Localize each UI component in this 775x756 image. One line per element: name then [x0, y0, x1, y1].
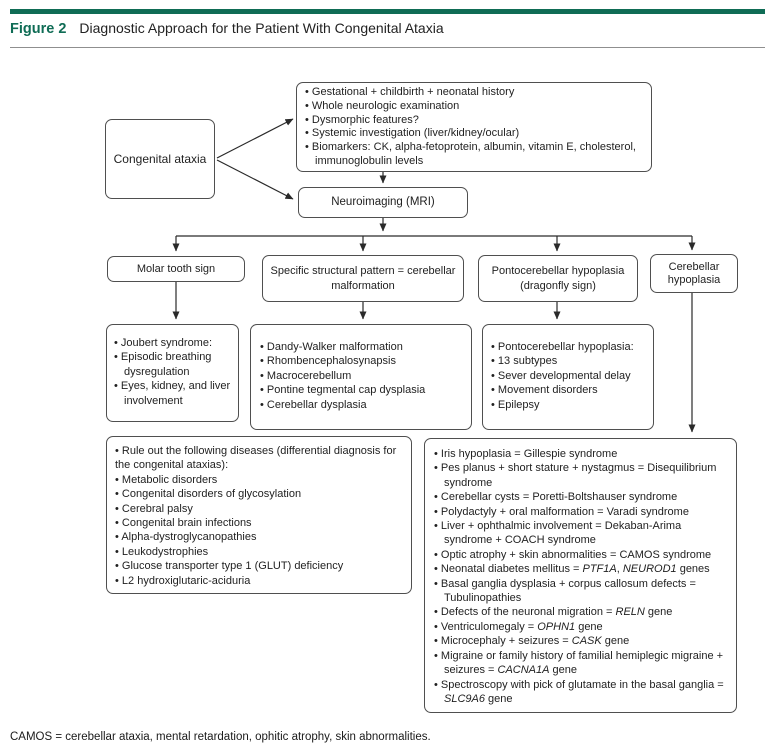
ponto-sign-box: Pontocerebellar hypoplasia (dragonfly sign): [478, 255, 638, 302]
list-item: • Whole neurologic examination: [305, 100, 643, 114]
list-item: • Spectroscopy with pick of glutamate in the basal ganglia = SLC9A6 gene: [434, 678, 727, 707]
list-item: • Macrocerebellum: [260, 369, 462, 383]
list-item: • Rhombencephalosynapsis: [260, 354, 462, 368]
figure-top-rule: [10, 9, 765, 14]
molar-tooth-sign-box: Molar tooth sign: [107, 256, 245, 282]
list-item: • Gestational + childbirth + neonatal history: [305, 86, 643, 100]
list-item: • Liver + ophthalmic involvement = Dekaban-Arima syndrome + COACH syndrome: [434, 519, 727, 548]
list-item: • Cerebellar dysplasia: [260, 398, 462, 412]
list-item: • L2 hydroxiglutaric-aciduria: [115, 574, 403, 588]
list-item: • Pontine tegmental cap dysplasia: [260, 383, 462, 397]
box-title: • Pontocerebellar hypoplasia:: [491, 340, 645, 354]
list-item: • Microcephaly + seizures = CASK gene: [434, 634, 727, 648]
rule-out-box: [106, 436, 412, 594]
list-item: • Migraine or family history of familial hemiplegic migraine + seizures = CACNA1A gene: [434, 649, 727, 678]
malformations-box: [250, 324, 472, 430]
workup-box: [296, 82, 652, 172]
genes-box: [424, 438, 737, 713]
list-item: • Sever developmental delay: [491, 369, 645, 383]
box-title: • Rule out the following diseases (differential diagnosis for the congenital ataxias):: [115, 444, 403, 473]
list-item: • Cerebellar cysts = Poretti-Boltshauser syndrome: [434, 490, 727, 504]
list-item: • Polydactyly + oral malformation = Varadi syndrome: [434, 505, 727, 519]
figure-title-row: [10, 20, 444, 37]
list-item: • Basal ganglia dysplasia + corpus callosum defects = Tubulinopathies: [434, 577, 727, 606]
figure-label: Figure 2: [10, 21, 67, 37]
list-item: • Epilepsy: [491, 398, 645, 412]
list-item: • Systemic investigation (liver/kidney/ocular): [305, 127, 643, 141]
list-item: • Neonatal diabetes mellitus = PTF1A, NEUROD1 genes: [434, 562, 727, 576]
list-item: • Metabolic disorders: [115, 473, 403, 487]
arrow-congenital-to-workup: [217, 119, 293, 158]
figure-caption: CAMOS = cerebellar ataxia, mental retardation, ophitic atrophy, skin abnormalities.: [10, 731, 431, 743]
list-item: • Ventriculomegaly = OPHN1 gene: [434, 620, 727, 634]
arrow-congenital-to-neuroimaging: [217, 160, 293, 199]
list-item: • Movement disorders: [491, 383, 645, 397]
joubert-box: [106, 324, 239, 422]
figure-title: Diagnostic Approach for the Patient With Congenital Ataxia: [79, 20, 444, 36]
pch-details-box: [482, 324, 654, 430]
list-item: • Cerebral palsy: [115, 502, 403, 516]
cerebellar-hypoplasia-box: Cerebellar hypoplasia: [650, 254, 738, 293]
list-item: • Dysmorphic features?: [305, 114, 643, 128]
list-item: • Optic atrophy + skin abnormalities = CAMOS syndrome: [434, 548, 727, 562]
list-item: • Glucose transporter type 1 (GLUT) deficiency: [115, 559, 403, 573]
box-title: • Joubert syndrome:: [114, 336, 231, 350]
congenital-ataxia-box: Congenital ataxia: [105, 119, 215, 199]
list-item: • Leukodystrophies: [115, 545, 403, 559]
list-item: • Pes planus + short stature + nystagmus = Disequilibrium syndrome: [434, 461, 727, 490]
list-item: • Iris hypoplasia = Gillespie syndrome: [434, 447, 727, 461]
list-item: • 13 subtypes: [491, 354, 645, 368]
list-item: • Episodic breathing dysregulation: [114, 350, 231, 379]
list-item: • Eyes, kidney, and liver involvement: [114, 379, 231, 408]
structural-pattern-box: Specific structural pattern = cerebellar malformation: [262, 255, 464, 302]
title-divider: [10, 47, 765, 48]
list-item: • Biomarkers: CK, alpha-fetoprotein, albumin, vitamin E, cholesterol, immunoglobulin levels: [305, 141, 643, 169]
list-item: • Defects of the neuronal migration = RELN gene: [434, 605, 727, 619]
list-item: • Congenital disorders of glycosylation: [115, 487, 403, 501]
neuroimaging-box: Neuroimaging (MRI): [298, 187, 468, 218]
list-item: • Alpha-dystroglycanopathies: [115, 530, 403, 544]
list-item: • Congenital brain infections: [115, 516, 403, 530]
list-item: • Dandy-Walker malformation: [260, 340, 462, 354]
